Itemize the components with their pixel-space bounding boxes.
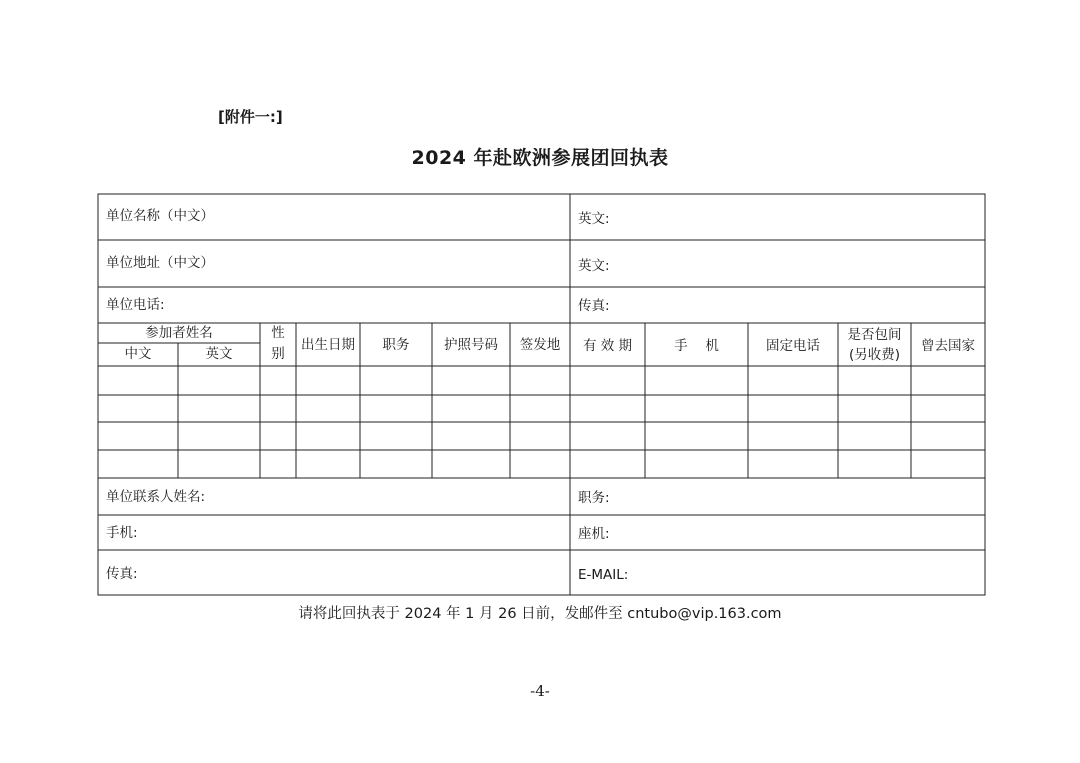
company-phone-field[interactable] [175,290,567,321]
landline-header: 固定电话 [766,338,820,354]
contact-fax-field[interactable] [145,553,567,593]
birth-date-header: 出生日期 [301,337,355,353]
contact-landline-label: 座机: [578,526,610,542]
room-header-line1: 是否包间 [847,327,902,343]
gender-header-line2: 别 [271,346,285,362]
contact-mobile-field[interactable] [145,518,567,548]
attachment-label: [附件一:] [218,108,283,126]
mobile-header: 手 机 [674,338,719,354]
contact-position-label: 职务: [578,490,610,506]
company-phone-label: 单位电话: [106,297,165,313]
contact-fax-label: 传真: [106,566,138,582]
participant-name-header: 参加者姓名 [145,325,213,341]
participant-row-1[interactable] [99,367,984,394]
participant-name-en-header: 英文 [205,346,233,362]
contact-name-label: 单位联系人姓名: [106,489,206,505]
contact-name-field[interactable] [215,481,567,513]
room-header-line2: (另收费) [848,347,901,363]
contact-email-label: E-MAIL: [578,567,629,583]
contact-email-field[interactable] [640,553,981,593]
company-fax-field[interactable] [615,290,981,321]
company-name-cn-label: 单位名称（中文） [106,208,214,224]
issue-place-header: 签发地 [519,337,561,353]
passport-number-header: 护照号码 [444,337,498,353]
visited-countries-header: 曾去国家 [921,338,975,354]
contact-landline-field[interactable] [615,518,981,548]
submission-note: 请将此回执表于 2024 年 1 月 26 日前，发邮件至 cntubo@vip.163.com [298,606,782,622]
gender-header-line1: 性 [271,325,285,341]
validity-header: 有 效 期 [582,338,633,354]
position-header: 职务 [382,337,410,353]
company-fax-label: 传真: [578,298,610,314]
participant-name-cn-header: 中文 [124,346,152,362]
participant-row-4[interactable] [99,451,984,477]
company-address-en-label: 英文: [578,258,610,274]
company-address-en-field[interactable] [615,244,981,285]
company-address-cn-field[interactable] [215,244,567,285]
contact-position-field[interactable] [615,481,981,513]
page-number: -4- [530,682,550,700]
participant-row-3[interactable] [99,423,984,449]
contact-mobile-label: 手机: [106,525,138,541]
company-name-en-field[interactable] [615,198,981,238]
company-name-cn-field[interactable] [215,198,567,238]
page-title: 2024 年赴欧洲参展团回执表 [411,147,669,169]
participant-row-2[interactable] [99,396,984,421]
company-address-cn-label: 单位地址（中文） [106,255,214,271]
company-name-en-label: 英文: [578,211,610,227]
